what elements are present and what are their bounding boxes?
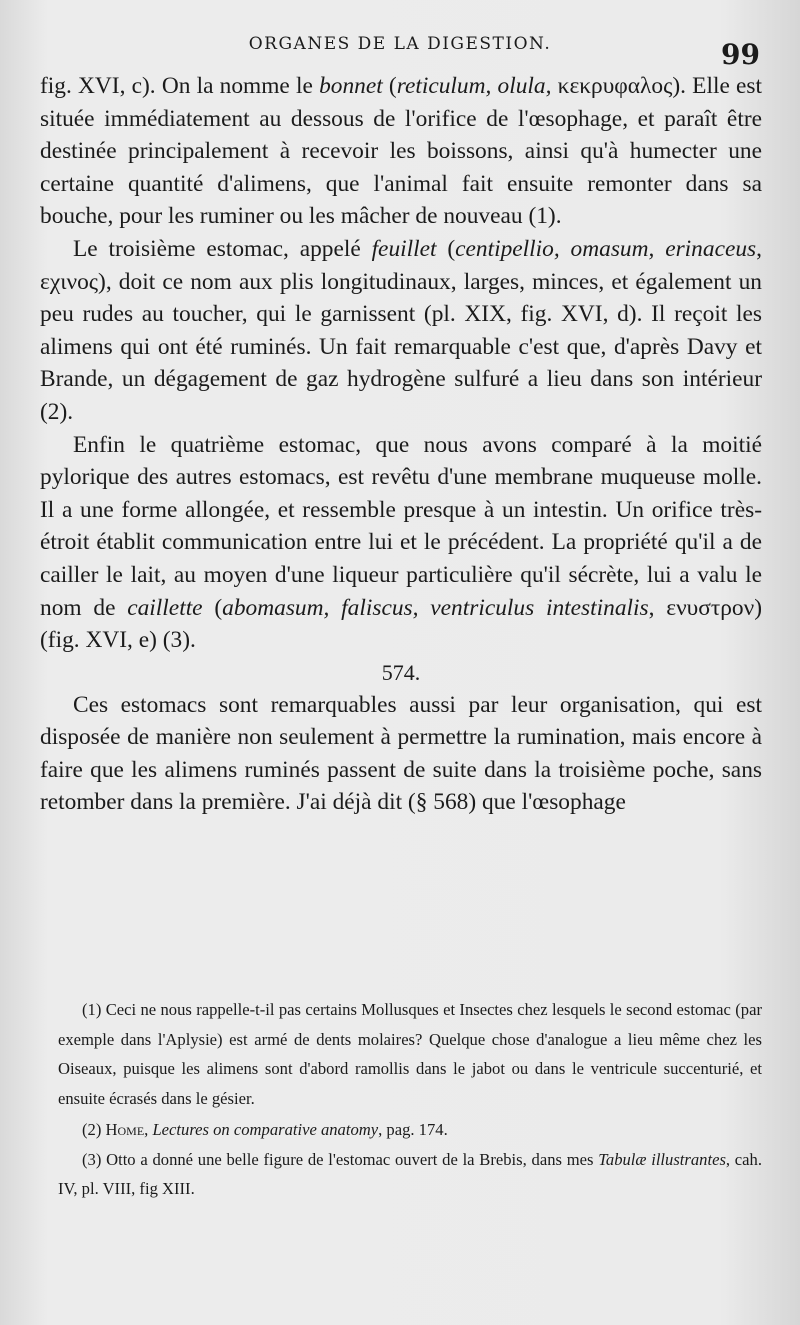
term-bonnet: bonnet [319,73,383,99]
latin-synonyms: abomasum, faliscus, ventriculus intestinalis [222,594,649,621]
paragraph-bonnet [40,70,762,233]
text-run: , [144,1120,153,1139]
footnote-3 [58,1145,762,1204]
text-run: Le troisième estomac, appelé [73,235,372,262]
text-run: ( [436,235,456,262]
footnote-1: (1) Ceci ne nous rappelle-t-il pas certains Mollusques et Insectes chez lesquels le second estomac (par exemple dans l'Aplysie) est armé de dents molaires? Quelque chose d'analogue a lieu même chez les Oiseaux, puisque les alimens sont d'abord ramollis dans le jabot ou dans le ventricule succenturié, et ensuite écrasés dans le gésier. [58,1000,762,1108]
latin-synonyms: reticulum, olula, [396,73,552,99]
text-run: (2) [82,1120,106,1139]
section-number: 574. [381,659,421,685]
running-title: ORGANES DE LA DIGESTION. [248,34,552,54]
text-run: fig. XVI, c). On la nomme le [40,73,320,99]
text-run: ( [202,594,223,621]
text-run: Ces estomacs sont remarquables aussi par leur organisation, qui est disposée de manière non seulement à permettre la rumination, mais encore à faire que les alimens ruminés passent de suite dans la troisième poche, sans retomber dans la première. J'ai déjà dit (§ 568) que l'œsophage [40,691,762,816]
text-run: , εχινος), doit ce nom aux plis longitudinaux, larges, minces, et également un peu rudes au toucher, qui le garnissent (pl. XIX, fig. XVI, d). Il reçoit les alimens qui ont été ruminés. Un fait remarquable c'est que, d'après Davy et Brande, un dégagement de gaz hydrogène sulfuré a lieu dans son intérieur (2). [40,235,762,425]
paragraph-feuillet [40,233,762,429]
main-text [40,70,762,819]
book-title: Tabulæ illustrantes [598,1149,726,1169]
term-feuillet: feuillet [371,235,437,262]
text-run: , pag. 174. [378,1120,448,1139]
page-number: 99 [721,38,760,71]
footnotes [58,995,762,1204]
text-run: ( [382,73,397,99]
paragraph-organisation [40,689,762,819]
text-run: , ενυστρον) (fig. XVI, e) (3). [40,594,762,654]
text-run: , cah. IV, pl. VIII, fig XIII. [58,1149,762,1198]
latin-synonyms: centipellio, omasum, erinaceus [455,235,757,262]
footnote-2 [58,1115,762,1145]
paragraph-caillette [40,429,762,657]
text-run: κεκρυφαλος). Elle est située immédiatement au dessous de l'orifice de l'œsophage, et paraît être destinée principalement à recevoir les boissons, ainsi qu'à humecter une certaine quantité d'alimens, que l'animal fait ensuite remonter dans sa bouche, pour les ruminer ou les mâcher de nouveau (1). [40,73,763,230]
book-title: Lectures on comparative anatomy [152,1120,379,1139]
term-caillette: caillette [127,594,203,621]
text-run: Enfin le quatrième estomac, que nous avons comparé à la moitié pylorique des autres estomacs, est revêtu d'une membrane muqueuse molle. Il a une forme allongée, et ressemble presque à un intestin. Un orifice très-étroit établit communication entre lui et le précédent. La propriété qu'il a de cailler le lait, au moyen d'une liqueur particulière qu'il sécrète, lui a valu le nom de [40,431,762,621]
text-run: (3) Otto a donné une belle figure de l'estomac ouvert de la Brebis, dans mes [82,1149,599,1169]
author-name: Home [105,1120,145,1139]
